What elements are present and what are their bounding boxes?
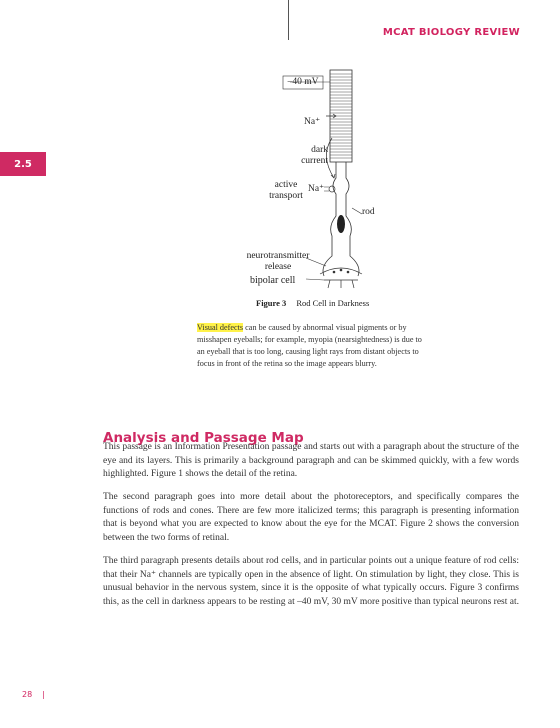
- sidebar-note: [197, 322, 427, 370]
- section-tab-label: 2.5: [14, 158, 32, 170]
- figure-caption: [256, 298, 369, 308]
- paragraph-3: The third paragraph presents details about rod cells, and in particular points out a unique feature of rod cells: that their Na⁺ channels are typically open in the absence of light. On stimulation by light, they close. This is unusual behavior in the nervous system, since it is the opposite of what typically occurs. Figure 3 confirms this, as the cell in darkness appears to be resting at –40 mV, 30 mV more positive than typical neurons rest at.: [103, 556, 519, 607]
- figure-number: Figure 3: [256, 298, 287, 308]
- voltage-label: –40 mV: [287, 77, 319, 87]
- highlighted-term: Visual defects: [197, 323, 244, 332]
- section-tab: [0, 152, 46, 176]
- active-transport-label: active transport: [269, 180, 303, 201]
- sodium-pump-label: Na⁺: [308, 184, 325, 194]
- section-heading: Analysis and Passage Map: [103, 430, 304, 446]
- footer-separator: |: [42, 690, 45, 699]
- figure-title: Rod Cell in Darkness: [296, 298, 370, 308]
- running-header: MCAT BIOLOGY REVIEW: [382, 27, 520, 38]
- bipolar-cell-label: bipolar cell: [250, 275, 296, 286]
- header-divider: [288, 0, 289, 40]
- rod-cell-figure: [240, 66, 380, 291]
- neurotransmitter-label: neurotransmitter release: [246, 251, 310, 272]
- dark-current-label: dark current: [301, 145, 328, 166]
- note-text: can be caused by abnormal visual pigments or by misshapen eyeballs; for example, myopia (nearsightedness) is due to an eyeball that is too long, causing light rays from distant objects to focus in front of the retina so the image appears blurry.: [197, 323, 422, 369]
- page-footer: [22, 690, 45, 699]
- paragraph-1: This passage is an Information Presentation passage and starts out with a paragraph about the structure of the eye and its layers. This is primarily a background paragraph and can be skimmed quickly, with a few words highlighted. Figure 1 shows the detail of the retina.: [103, 442, 519, 479]
- sodium-label-top: Na⁺: [304, 117, 321, 127]
- rod-label: rod: [362, 207, 375, 217]
- page-number: 28: [22, 690, 33, 699]
- paragraph-2: The second paragraph goes into more detail about the photoreceptors, and specifically compares the functions of rods and cones. There are few more italicized terms; this paragraph is presenting information that is beyond what you are expected to know about the eye for the MCAT. Figure 2 shows the conversion between the two forms of retinal.: [103, 492, 519, 543]
